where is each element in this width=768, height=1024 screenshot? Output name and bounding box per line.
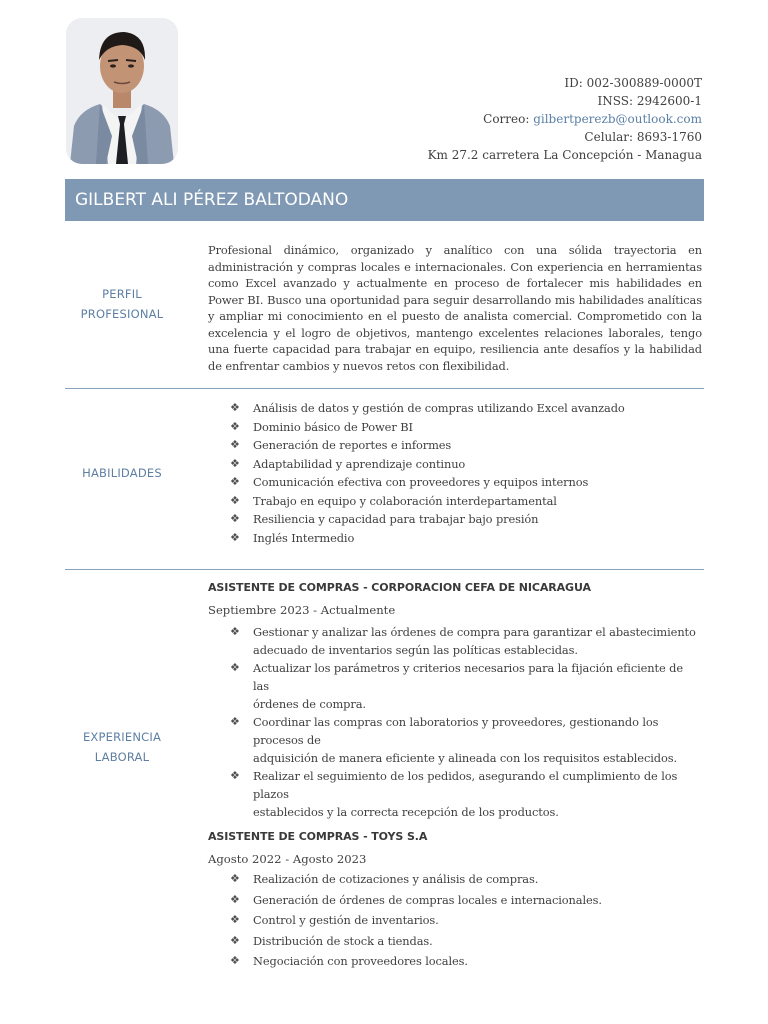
job-date: Septiembre 2023 - Actualmente — [208, 603, 396, 617]
bullet-icon: ❖ — [230, 438, 240, 451]
bullet-icon: ❖ — [230, 769, 240, 782]
bullet-icon: ❖ — [230, 954, 240, 968]
job-title: ASISTENTE DE COMPRAS - CORPORACION CEFA DE NICARAGUA — [208, 581, 591, 594]
skill-text: Comunicación efectiva con proveedores y equipos internos — [253, 475, 589, 489]
perfil-label-line1: PERFIL — [102, 287, 142, 301]
bullet-icon: ❖ — [230, 512, 240, 525]
duty-line: adquisición de manera eficiente y alineada con los requisitos establecidos. — [253, 751, 677, 765]
list-item — [208, 931, 702, 952]
duty-text: Distribución de stock a tiendas. — [253, 933, 433, 948]
bullet-icon: ❖ — [230, 913, 240, 927]
name-banner — [65, 179, 704, 221]
job-duties — [208, 623, 702, 821]
email-label: Correo: — [483, 112, 534, 126]
duty-line: establecidos y la correcta recepción de los productos. — [253, 805, 559, 819]
list-item — [208, 529, 702, 548]
phone-number: Celular: 8693-1760 — [584, 130, 702, 144]
bullet-icon: ❖ — [230, 419, 240, 433]
contact-info — [428, 74, 702, 164]
job-duties — [208, 869, 702, 972]
id-number: ID: 002-300889-0000T — [564, 76, 702, 90]
skill-text: Resiliencia y capacidad para trabajar bajo presión — [253, 512, 539, 526]
bullet-icon: ❖ — [230, 892, 240, 906]
duty-line: Gestionar y analizar las órdenes de compra para garantizar el abastecimiento — [253, 625, 696, 639]
list-item — [208, 659, 702, 713]
list-item — [208, 399, 702, 418]
duty-text: Negociación con proveedores locales. — [253, 954, 468, 969]
skill-text: Adaptabilidad y aprendizaje continuo — [253, 456, 466, 471]
duty-text: Realización de cotizaciones y análisis de compras. — [253, 872, 539, 886]
duty-line: Realizar el seguimiento de los pedidos, asegurando el cumplimiento de los plazos — [253, 769, 678, 801]
email-line — [428, 110, 702, 128]
duty-line: adecuado de inventarios según las políticas establecidas. — [253, 643, 578, 657]
bullet-icon: ❖ — [230, 933, 240, 947]
list-item — [208, 510, 702, 529]
duty-text: Generación de órdenes de compras locales e internacionales. — [253, 892, 602, 907]
skill-text: Generación de reportes e informes — [253, 438, 452, 452]
bullet-icon: ❖ — [230, 475, 240, 488]
duty-line: órdenes de compra. — [253, 697, 366, 711]
list-item — [208, 910, 702, 931]
list-item — [208, 869, 702, 890]
experiencia-label-line2: LABORAL — [94, 750, 150, 764]
job-entry — [208, 829, 702, 972]
bullet-icon: ❖ — [230, 625, 240, 638]
perfil-label-line2: PROFESIONAL — [80, 307, 164, 321]
section-perfil — [65, 240, 704, 388]
skill-text: Dominio básico de Power BI — [253, 419, 413, 434]
section-habilidades — [65, 398, 704, 569]
experiencia-label — [65, 727, 179, 767]
perfil-label — [65, 284, 179, 324]
list-item — [208, 492, 702, 511]
profile-photo — [66, 18, 178, 164]
full-name: GILBERT ALI PÉREZ BALTODANO — [75, 190, 349, 210]
section-divider — [65, 388, 704, 389]
list-item — [208, 455, 702, 474]
bullet-icon: ❖ — [230, 715, 240, 728]
section-divider — [65, 569, 704, 570]
job-entry — [208, 580, 702, 821]
list-item — [208, 890, 702, 911]
inss-number: INSS: 2942600-1 — [597, 94, 702, 108]
skill-text: Inglés Intermedio — [253, 530, 355, 545]
list-item — [208, 436, 702, 455]
bullet-icon: ❖ — [230, 661, 240, 674]
section-experiencia — [65, 580, 704, 969]
list-item — [208, 473, 702, 492]
skill-text: Análisis de datos y gestión de compras utilizando Excel avanzado — [253, 401, 625, 415]
address: Km 27.2 carretera La Concepción - Managua — [427, 148, 702, 162]
skill-text: Trabajo en equipo y colaboración interdepartamental — [253, 493, 557, 508]
duty-line: Coordinar las compras con laboratorios y proveedores, gestionando los procesos de — [253, 715, 659, 747]
list-item — [208, 623, 702, 659]
list-item — [208, 951, 702, 972]
job-title: ASISTENTE DE COMPRAS - TOYS S.A — [208, 830, 428, 843]
duty-line: Actualizar los parámetros y criterios necesarios para la fijación eficiente de las — [253, 661, 684, 693]
email-link[interactable]: gilbertperezb@outlook.com — [533, 112, 702, 126]
list-item — [208, 418, 702, 437]
perfil-text: Profesional dinámico, organizado y analítico con una sólida trayectoria en administración y compras locales e internacionales. Con experiencia en herramientas como Excel avanzado y actualmente en proceso de fortalecer mis habilidades en Power BI. Busco una oportunidad para seguir desarrollando mis habilidades analíticas y ampliar mi conocimiento en el puesto de analista comercial. Comprometido con la excelencia y el logro de objetivos, mantengo excelentes relaciones laborales, tengo una fuerte capacidad para trabajar en equipo, resiliencia ante desafíos y la habilidad de enfrentar cambios y nuevos retos con flexibilidad. — [208, 243, 702, 373]
list-item — [208, 713, 702, 767]
bullet-icon: ❖ — [230, 456, 240, 470]
job-date: Agosto 2022 - Agosto 2023 — [208, 852, 367, 866]
bullet-icon: ❖ — [230, 872, 240, 885]
experiencia-label-line1: EXPERIENCIA — [82, 730, 162, 744]
bullet-icon: ❖ — [230, 493, 240, 507]
skills-list — [208, 399, 702, 547]
habilidades-label: HABILIDADES — [82, 466, 162, 480]
bullet-icon: ❖ — [230, 530, 240, 544]
duty-text: Control y gestión de inventarios. — [253, 913, 439, 928]
bullet-icon: ❖ — [230, 401, 240, 414]
list-item — [208, 767, 702, 821]
